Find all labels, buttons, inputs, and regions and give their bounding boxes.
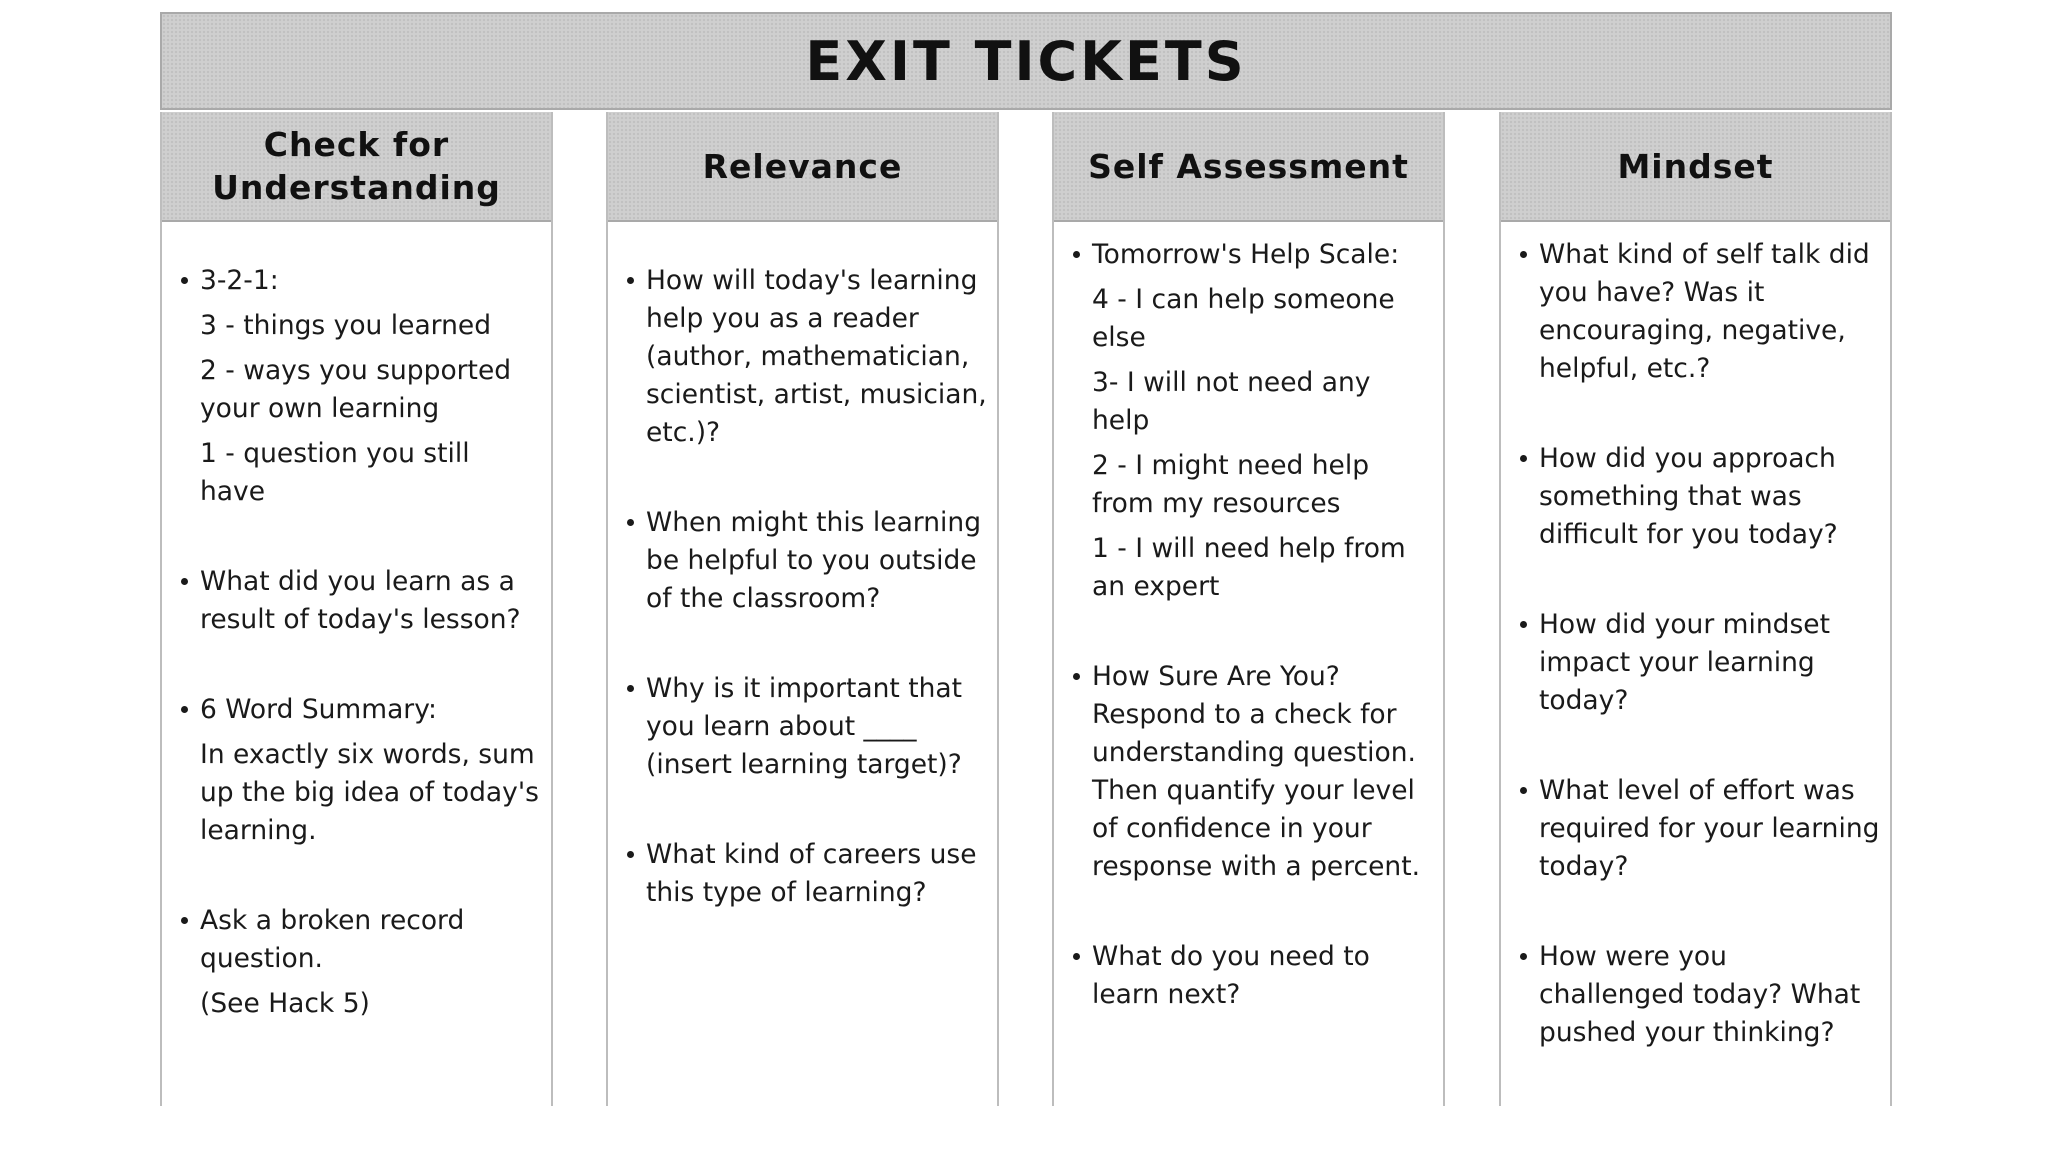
column-header bbox=[162, 112, 551, 222]
column-body bbox=[1054, 236, 1443, 1014]
list-item bbox=[624, 262, 987, 452]
column-check-for-understanding bbox=[160, 112, 553, 1106]
list-item bbox=[1070, 658, 1433, 886]
column-self-assessment bbox=[1052, 112, 1445, 1106]
column-title-line: Check for bbox=[263, 125, 450, 164]
list-item bbox=[624, 836, 987, 912]
column-title-line: Relevance bbox=[702, 146, 903, 186]
column-title bbox=[1082, 145, 1415, 188]
column-title bbox=[1611, 145, 1779, 188]
item-text: Tomorrow's Help Scale: bbox=[1092, 239, 1400, 270]
page-title: EXIT TICKETS bbox=[805, 29, 1247, 93]
list-item bbox=[1517, 606, 1880, 720]
list-item bbox=[178, 563, 541, 639]
list-item bbox=[624, 504, 987, 618]
list-item bbox=[624, 670, 987, 784]
sub-item: 1 - question you still have bbox=[200, 438, 470, 507]
list-item bbox=[1070, 938, 1433, 1014]
item-text: 3-2-1: bbox=[200, 265, 279, 296]
list-item bbox=[1517, 440, 1880, 554]
column-body bbox=[608, 262, 997, 912]
column-body bbox=[162, 262, 551, 1023]
column-title bbox=[697, 145, 909, 188]
item-text: How Sure Are You? Respond to a check for understanding question. Then quantify your level of confidence in your response with a percent. bbox=[1092, 661, 1421, 882]
item-text: 6 Word Summary: bbox=[200, 694, 437, 725]
column-body bbox=[1501, 236, 1890, 1052]
column-header bbox=[608, 112, 997, 222]
column-title bbox=[206, 123, 507, 209]
list-item bbox=[1517, 772, 1880, 886]
list-item bbox=[178, 262, 541, 511]
column-header bbox=[1501, 112, 1890, 222]
column-title-line: Mindset bbox=[1617, 146, 1774, 186]
item-text: What kind of self talk did you have? Was it encouraging, negative, helpful, etc.? bbox=[1539, 239, 1870, 384]
sub-item: (See Hack 5) bbox=[200, 988, 370, 1019]
column-mindset bbox=[1499, 112, 1892, 1106]
sub-item: 4 - I can help someone else bbox=[1092, 284, 1395, 353]
list-item bbox=[178, 691, 541, 850]
sub-item: 3 - things you learned bbox=[200, 310, 492, 341]
list-item bbox=[178, 902, 541, 1023]
sub-item: 2 - I might need help from my resources bbox=[1092, 450, 1370, 519]
column-title-line: Understanding bbox=[212, 168, 501, 207]
sub-item: 2 - ways you supported your own learning bbox=[200, 355, 512, 424]
list-item bbox=[1517, 938, 1880, 1052]
item-text: How will today's learning help you as a reader (author, mathematician, scientist, artist, musician, etc.)? bbox=[646, 265, 987, 448]
list-item bbox=[1517, 236, 1880, 388]
item-text: When might this learning be helpful to you outside of the classroom? bbox=[646, 507, 982, 614]
item-text: Ask a broken record question. bbox=[200, 905, 465, 974]
item-text: How did your mindset impact your learning today? bbox=[1539, 609, 1830, 716]
list-item bbox=[1070, 236, 1433, 606]
item-text: How did you approach something that was difficult for you today? bbox=[1539, 443, 1838, 550]
item-text: What did you learn as a result of today's lesson? bbox=[200, 566, 521, 635]
column-title-line: Self Assessment bbox=[1088, 146, 1409, 186]
sub-item: In exactly six words, sum up the big idea of today's learning. bbox=[200, 739, 539, 846]
column-header bbox=[1054, 112, 1443, 222]
item-text: How were you challenged today? What pushed your thinking? bbox=[1539, 941, 1861, 1048]
title-banner bbox=[160, 12, 1892, 110]
column-relevance bbox=[606, 112, 999, 1106]
item-text: What level of effort was required for your learning today? bbox=[1539, 775, 1880, 882]
item-text: Why is it important that you learn about ____ (insert learning target)? bbox=[646, 673, 963, 780]
item-text: What do you need to learn next? bbox=[1092, 941, 1370, 1010]
sub-item: 3- I will not need any help bbox=[1092, 367, 1371, 436]
exit-tickets-poster bbox=[160, 12, 1892, 1106]
item-text: What kind of careers use this type of learning? bbox=[646, 839, 977, 908]
sub-item: 1 - I will need help from an expert bbox=[1092, 533, 1406, 602]
